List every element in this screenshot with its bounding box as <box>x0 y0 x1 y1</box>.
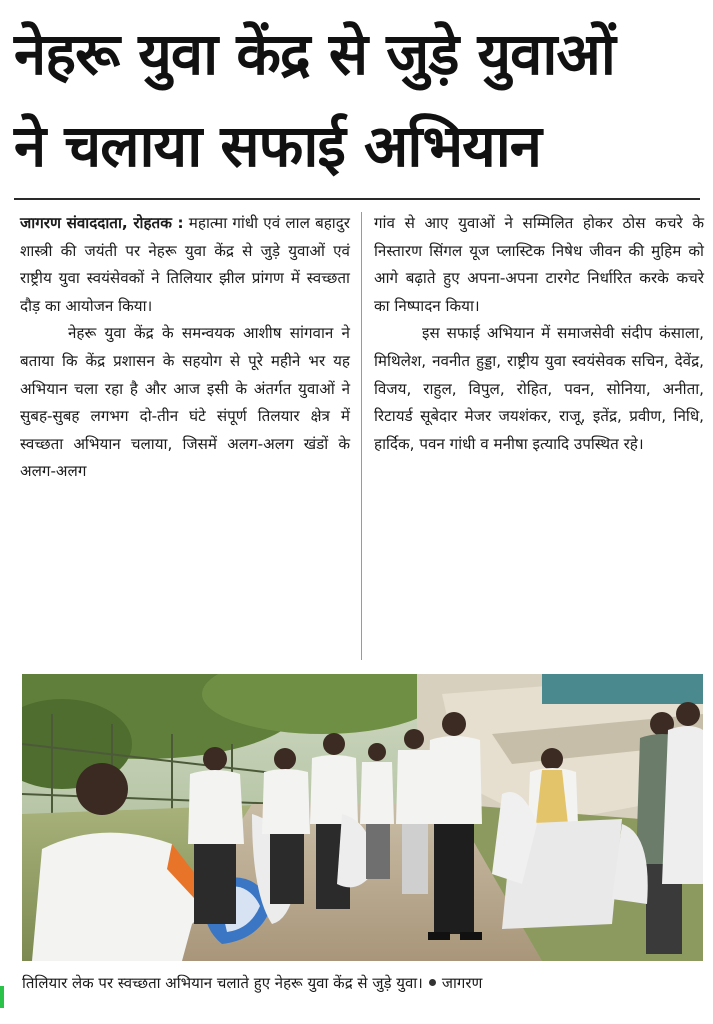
article-text: महात्मा गांधी एवं लाल बहादुर शास्त्री की जयंती पर नेहरू युवा केंद्र से जुड़े युवाओं एवं राष्ट्रीय युवा स्वयंसेवकों ने तिलियार झील प्रांगण में स्वच्छता दौड़ का आयोजन किया। <box>20 214 351 315</box>
caption-text: तिलियार लेक पर स्वच्छता अभियान चलाते हुए नेहरू युवा केंद्र से जुड़े युवा। <box>22 974 423 992</box>
news-photo <box>22 674 703 961</box>
article-paragraph: गांव से आए युवाओं ने सम्मिलित होकर ठोस कचरे के निस्तारण सिंगल यूज प्लास्टिक निषेध जीवन की मुहिम को आगे बढ़ाते हुए अपना-अपना टारगेट निर्धारित करके कचरे का निष्पादन किया। <box>374 214 704 315</box>
photo-caption <box>22 972 703 994</box>
dateline: जागरण संवाददाता, रोहतक : <box>20 214 184 232</box>
column-divider <box>361 212 362 660</box>
scan-edge-mark <box>0 986 4 1008</box>
article-paragraph <box>20 210 350 320</box>
photo-credit: जागरण <box>441 974 483 992</box>
article-column-left <box>20 210 350 486</box>
article-paragraph: नेहरू युवा केंद्र के समन्वयक आशीष सांगवान ने बताया कि केंद्र प्रशासन के सहयोग से पूरे महीने भर यह अभियान चला रहा है और आज इसी के अंतर्गत युवाओं ने सुबह-सुबह लगभग दो-तीन घंटे संपूर्ण तिलयार क्षेत्र में स्वच्छता अभियान चलाया, जिसमें अलग-अलग खंडों के अलग-अलग <box>20 324 350 481</box>
article-paragraph: इस सफाई अभियान में समाजसेवी संदीप कंसाला, मिथिलेश, नवनीत हुड्डा, राष्ट्रीय युवा स्वयंसेवक सचिन, देवेंद्र, विजय, राहुल, विपुल, रोहित, पवन, सोनिया, अनीता, रिटायर्ड सूबेदार मेजर जयशंकर, राजू, इतेंद्र, प्रवीण, निधि, हार्दिक, पवन गांधी व मनीषा इत्यादि उपस्थित रहे। <box>374 324 704 453</box>
headline-divider <box>14 198 700 200</box>
bullet-icon <box>429 979 436 986</box>
article-column-right <box>374 210 704 458</box>
cleanup-drive-photo <box>22 674 703 961</box>
headline: नेहरू युवा केंद्र से जुड़े युवाओं ने चलाया सफाई अभियान <box>14 20 615 180</box>
